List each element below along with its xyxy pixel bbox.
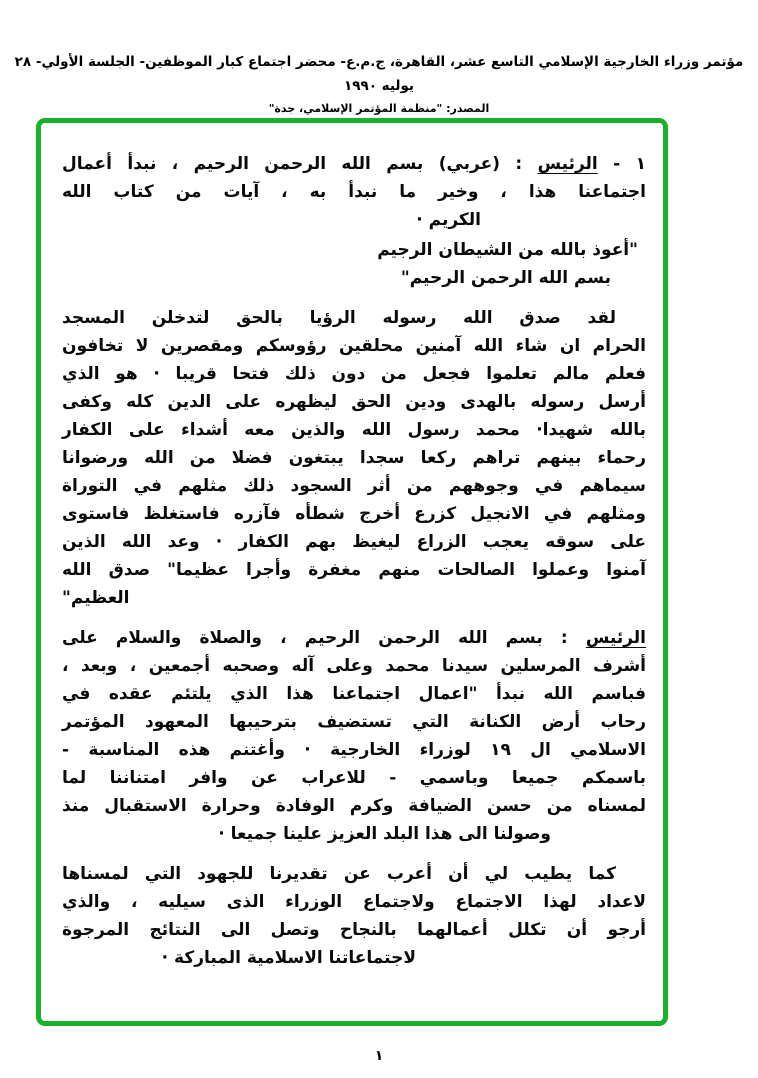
text-line [62, 888, 646, 916]
paragraph-2 [62, 304, 646, 612]
text-line [62, 624, 646, 652]
text-line [62, 944, 416, 972]
basmala-quote [62, 236, 646, 292]
text-line [62, 556, 646, 584]
paragraph-1 [62, 150, 646, 234]
text-segment: بسم الله الرحمن الرحيم" [400, 268, 611, 288]
text-segment: رحماء بينهم تراهم ركعا سجدا يبتغون فضلا من الله ورضوانا [62, 448, 646, 468]
text-line [62, 736, 646, 764]
text-line [62, 792, 646, 820]
document-body [62, 150, 646, 972]
text-segment: سيماهم في وجوههم من أثر السجود ذلك مثلهم في التوراة [62, 476, 646, 496]
text-line [62, 764, 646, 792]
text-segment: اجتماعنا هذا ، وخير ما نبدأ به ، آيات من كتاب الله [62, 182, 646, 202]
document-header [0, 50, 758, 117]
text-line [62, 500, 646, 528]
text-segment: لقد صدق الله رسوله الرؤيا بالحق لتدخلن المسجد [62, 308, 616, 328]
text-line [62, 360, 646, 388]
paragraph-3 [62, 624, 646, 848]
text-segment: الاسلامي ال ١٩ لوزراء الخارجية · وأغتنم هذه المناسبة - [62, 740, 646, 760]
text-segment: وصولنا الى هذا البلد العزيز علينا جميعا · [218, 824, 551, 844]
text-segment: باسمكم جميعا وباسمي - للاعراب عن وافر امتناننا لما [62, 768, 646, 788]
page-number: ١ [374, 1048, 384, 1064]
text-segment: أرسل رسوله بالهدى ودين الحق ليظهره على الدين كله وكفى [62, 392, 646, 412]
text-line [62, 528, 646, 556]
paragraph-4 [62, 860, 646, 972]
text-segment: لاعداد لهذا الاجتماع ولاجتماع الوزراء الذى سيليه ، والذي [62, 892, 646, 912]
text-line [62, 444, 646, 472]
text-line [62, 388, 646, 416]
text-segment: الحرام ان شاء الله آمنين محلقين رؤوسكم ومقصرين لا تخافون [62, 336, 646, 356]
text-segment: ومثلهم في الانجيل كزرع أخرج شطأه فآزره فاستغلظ فاستوى [62, 504, 646, 524]
text-segment: لاجتماعاتنا الاسلامية المباركة · [161, 948, 416, 968]
text-segment: ١ - [597, 154, 646, 174]
text-segment: كما يطيب لي أن أعرب عن تقديرنا للجهود التي لمسناها [62, 864, 616, 884]
text-segment: : (عربي) بسم الله الرحمن الرحيم ، نبدأ أعمال [62, 154, 538, 174]
text-segment: لمسناه من حسن الضيافة وكرم الوفادة وحرارة الاستقبال منذ [62, 796, 646, 816]
text-segment: : بسم الله الرحمن الرحيم ، والصلاة والسلام على [62, 628, 586, 648]
text-line [62, 206, 481, 234]
text-line [62, 820, 551, 848]
text-line [62, 652, 646, 680]
underlined-term: الرئيس [585, 628, 646, 648]
text-segment: آمنوا وعملوا الصالحات منهم مغفرة وأجرا عظيما" صدق الله [62, 560, 646, 580]
text-line [62, 860, 646, 888]
text-segment: بالله شهيدا· محمد رسول الله والذين معه أشداء على الكفار [62, 420, 646, 440]
header-source-line: المصدر: "منظمة المؤتمر الإسلامي، جدة" [268, 102, 490, 115]
text-segment: على سوقه يعجب الزراع ليغيظ بهم الكفار · وعد الله الذين [62, 532, 646, 552]
text-segment: أشرف المرسلين سيدنا محمد وعلى آله وصحبه أجمعين ، وبعد ، [62, 656, 646, 676]
text-segment: الكريم · [416, 210, 481, 230]
text-line [62, 150, 646, 178]
text-segment: أرجو أن تكلل أعمالهما بالنجاح وتصل الى النتائج المرجوة [62, 920, 646, 940]
header-title-line: مؤتمر وزراء الخارجية الإسلامي التاسع عشر، القاهرة، ج.م.ع- محضر اجتماع كبار الموظفين- الجلسة الأولي- ٢٨ يوليه ١٩٩٠ [14, 54, 744, 94]
text-segment: رحاب أرض الكنانة التي تستضيف بترحيبها المعهود المؤتمر [62, 712, 646, 732]
text-segment: العظيم" [62, 588, 130, 608]
text-segment: فعلم مالم تعلموا فجعل من دون ذلك فتحا قريبا · هو الذي [62, 364, 646, 384]
text-line [62, 680, 646, 708]
text-line [62, 916, 646, 944]
text-line [62, 332, 646, 360]
text-segment: فباسم الله نبدأ "اعمال اجتماعنا هذا الذي يلتئم عقده في [62, 684, 646, 704]
text-line [62, 584, 646, 612]
text-line [62, 472, 646, 500]
text-line [62, 264, 611, 292]
text-line [62, 304, 646, 332]
text-line [62, 236, 638, 264]
underlined-term: الرئيس [537, 154, 598, 174]
text-line [62, 708, 646, 736]
text-line [62, 178, 646, 206]
text-segment: "أعوذ بالله من الشيطان الرجيم [377, 240, 638, 260]
text-line [62, 416, 646, 444]
